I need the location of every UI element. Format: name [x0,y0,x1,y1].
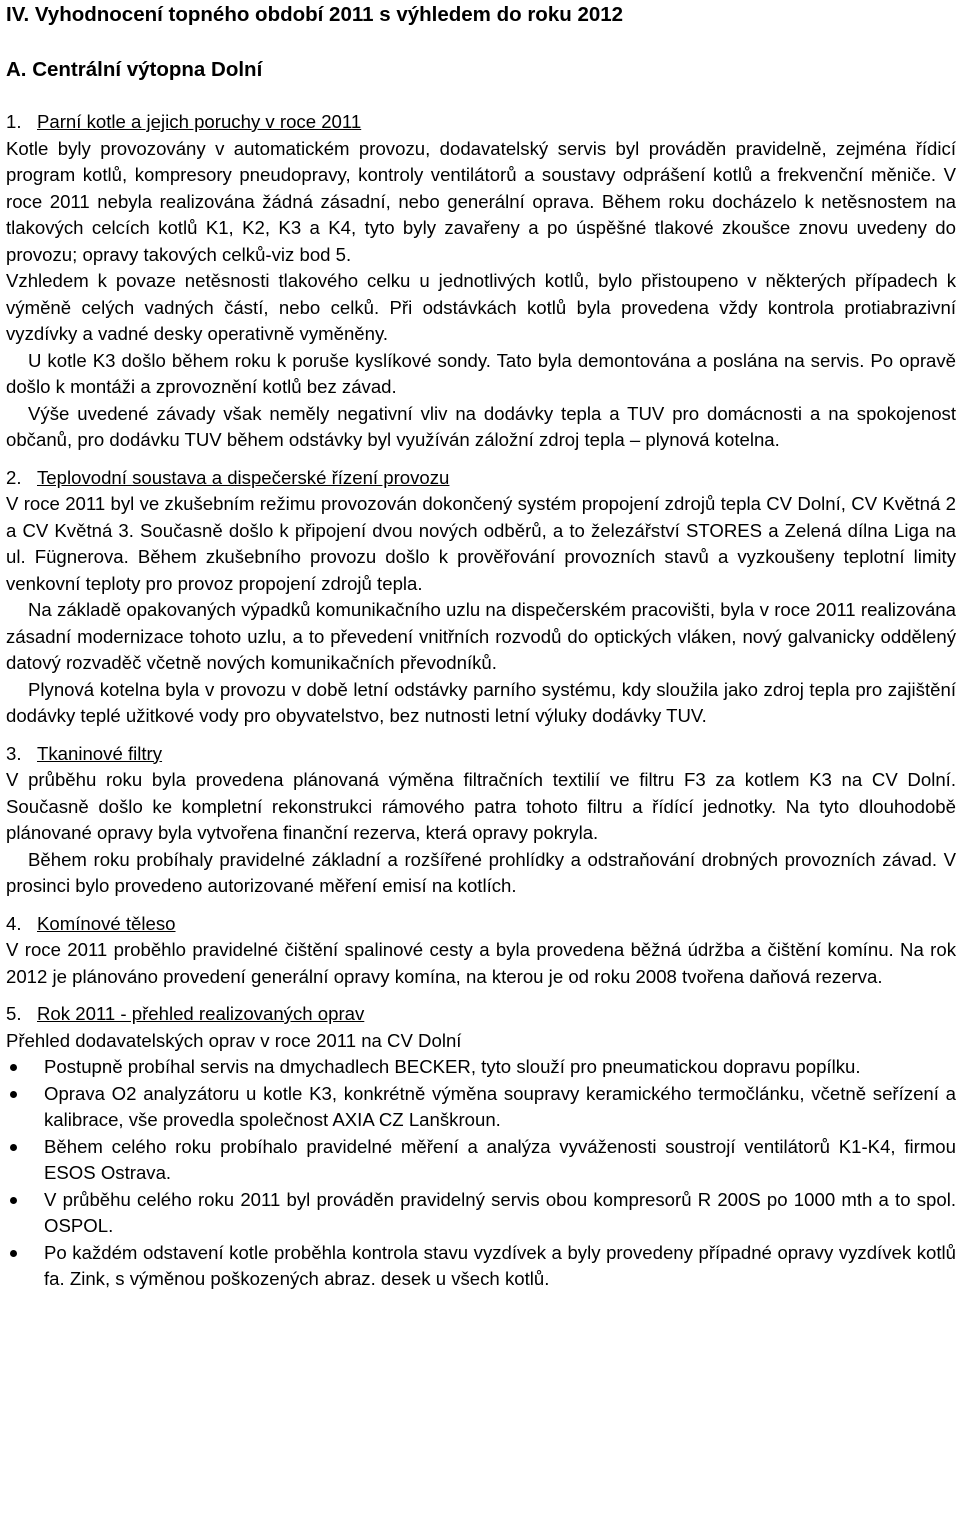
section-title: Komínové těleso [37,912,176,934]
list-item [6,1134,956,1187]
section-heading [6,741,956,768]
paragraph: Vzhledem k povaze netěsnosti tlakového celku u jednotlivých kotlů, bylo přistoupeno v některých případech k výměně celých vadných částí, nebo celků. Při odstávkách kotlů byla provedena vždy kontrola protiabrazivní vyzdívky a vadné desky operativně vyměněny. [6,270,956,344]
section-heading [6,109,956,136]
list-item [6,1187,956,1240]
section-4 [6,911,956,991]
list-item [6,1054,956,1081]
paragraph: Plynová kotelna byla v provozu v době letní odstávky parního systému, kdy sloužila jako zdroj tepla pro zajištění dodávky teplé užitkové vody pro obyvatelstvo, bez nutnosti letní výluky dodávky TUV. [6,678,956,726]
list-item-text: Během celého roku probíhalo pravidelné měření a analýza vyváženosti soustrojí ventilátorů K1-K4, firmou ESOS Ostrava. [44,1135,956,1183]
list-item-text: Postupně probíhal servis na dmychadlech BECKER, tyto slouží pro pneumatickou dopravu popílku. [44,1056,861,1077]
section-heading [6,1001,956,1028]
paragraph: V průběhu roku byla provedena plánovaná výměna filtračních textilií ve filtru F3 za kotlem K3 na CV Dolní. Současně došlo ke kompletní rekonstrukci rámového patra tohoto filtru a řídící jednotky. Na tyto dlouhodobě plánované opravy byla vytvořena finanční rezerva, která opravy pokryla. [6,769,956,843]
paragraph: Během roku probíhaly pravidelné základní a rozšířené prohlídky a odstraňování drobných provozních závad. V prosinci bylo provedeno autorizované měření emisí na kotlích. [6,848,956,896]
bullet-icon [10,1091,17,1098]
list-item [6,1081,956,1134]
section-number: 4. [6,912,22,934]
section-title: Teplovodní soustava a dispečerské řízení provozu [37,466,450,488]
paragraph: Přehled dodavatelských oprav v roce 2011 na CV Dolní [6,1029,462,1051]
section-title: Tkaninové filtry [37,742,163,764]
section-title: Rok 2011 - přehled realizovaných oprav [37,1003,365,1024]
paragraph: Na základě opakovaných výpadků komunikačního uzlu na dispečerském pracovišti, byla v roce 2011 realizována zásadní modernizace tohoto uzlu, a to převedení vnitřních rozvodů do optických vláken, nový galvanicky oddělený datový rozvaděč včetně nových komunikačních převodníků. [6,599,956,673]
paragraph: V roce 2011 proběhlo pravidelné čištění spalinové cesty a byla provedena běžná údržba a čištění komínu. Na rok 2012 je plánováno provedení generální opravy komína, na kterou je od roku 2008 tvořena daňová rezerva. [6,939,956,987]
section-5 [6,1001,956,1293]
paragraph: Kotle byly provozovány v automatickém provozu, dodavatelský servis byl prováděn pravidelně, zejména řídicí program kotlů, kompresory pneudopravy, kontroly ventilátorů a soustavy odprášení kotlů a frekvenční měniče. V roce 2011 nebyla realizována žádná zásadní, nebo generální oprava. Během roku docházelo k netěsnostem na tlakových celcích kotlů K1, K2, K3 a K4, tyto byly zavařeny a po úspěšné tlakové zkoušce znovu uvedeny do provozu; opravy takových celků-viz bod 5. [6,137,956,265]
section-title: Parní kotle a jejich poruchy v roce 2011 [37,111,362,132]
paragraph: V roce 2011 byl ve zkušebním režimu provozován dokončený systém propojení zdrojů tepla CV Dolní, CV Květná 2 a CV Květná 3. Současně došlo k připojení dvou nových odběrů, a to železářství STORES a Zelená dílna Liga na ul. Fügnerova. Během zkušebního provozu došlo k prověřování provozních stavů a vyzkoušeny teplotní limity venkovní teploty pro provoz propojení zdrojů tepla. [6,493,956,594]
section-heading [6,911,956,938]
list-item-text: V průběhu celého roku 2011 byl prováděn pravidelný servis obou kompresorů R 200S po 1000 mth a to spol. OSPOL. [44,1188,956,1236]
list-item [6,1240,956,1293]
bullet-icon [10,1144,17,1151]
section-heading [6,465,956,492]
list-item-text: Po každém odstavení kotle proběhla kontrola stavu vyzdívek a byly provedeny případné opravy vyzdívek kotlů fa. Zink, s výměnou poškozených abraz. desek u všech kotlů. [44,1241,956,1289]
section-number: 1. [6,111,22,132]
section-2 [6,465,956,730]
list-item-text: Oprava O2 analyzátoru u kotle K3, konkrétně výměna soupravy keramického termočlánku, včetně seřízení a kalibrace, vše provedla společnost AXIA CZ Lanškroun. [44,1082,956,1130]
document-title: IV. Vyhodnocení topného období 2011 s výhledem do roku 2012 [6,3,624,26]
section-number: 2. [6,466,22,488]
section-number: 5. [6,1003,22,1024]
section-3 [6,741,956,900]
paragraph: Výše uvedené závady však neměly negativní vliv na dodávky tepla a TUV pro domácnosti a na spokojenost občanů, pro dodávku TUV během odstávky byl využíván záložní zdroj tepla – plynová kotelna. [6,402,956,450]
section-number: 3. [6,742,22,764]
document-subtitle: A. Centrální výtopna Dolní [6,58,263,81]
bullet-icon [10,1197,17,1204]
bullet-icon [10,1250,17,1257]
bullet-icon [10,1064,17,1071]
section-1 [6,109,956,454]
repairs-list [6,1054,956,1293]
paragraph: U kotle K3 došlo během roku k poruše kyslíkové sondy. Tato byla demontována a poslána na servis. Po opravě došlo k montáži a zprovoznění kotlů bez závad. [6,349,956,397]
